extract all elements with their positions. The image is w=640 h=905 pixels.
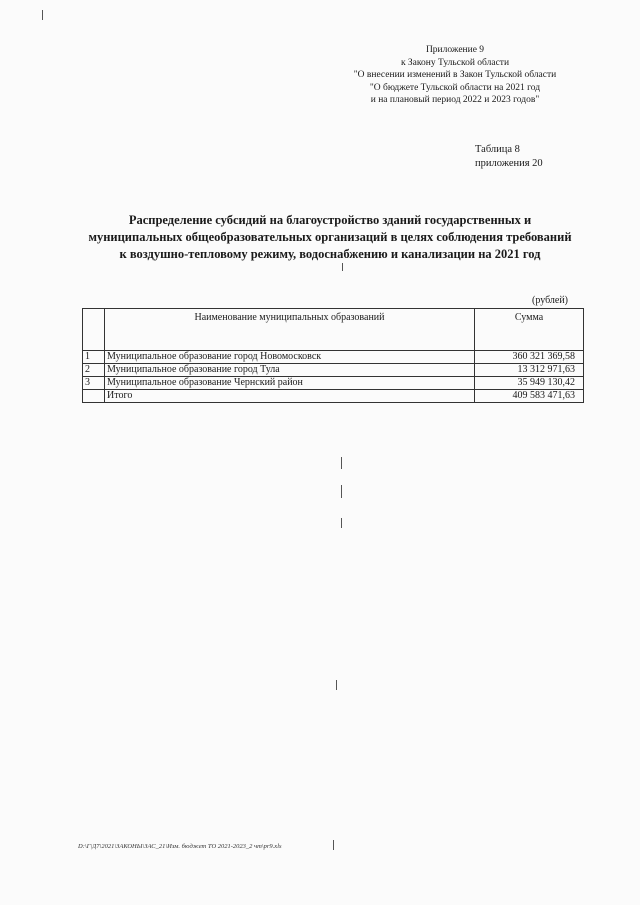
title-line-2: муниципальных общеобразовательных организаций в целях соблюдения требований <box>88 230 572 244</box>
header-num <box>83 309 105 351</box>
total-label: Итого <box>105 390 475 403</box>
appendix-line-1: Приложение 9 <box>425 45 485 55</box>
table-row <box>83 377 584 390</box>
scan-mark <box>341 485 342 498</box>
table-ref-line-1: Таблица 8 <box>475 144 520 155</box>
row-num: 3 <box>83 377 105 390</box>
header-sum: Сумма <box>475 309 584 351</box>
table-ref-line-2: приложения 20 <box>475 158 543 169</box>
subsidy-table <box>82 308 584 403</box>
total-sum: 409 583 471,63 <box>475 390 584 403</box>
appendix-line-5: и на плановый период 2022 и 2023 годов" <box>370 95 540 105</box>
row-num: 1 <box>83 351 105 364</box>
row-sum: 360 321 369,58 <box>475 351 584 364</box>
units-label: (рублей) <box>532 295 569 306</box>
title-line-3: к воздушно-тепловому режиму, водоснабжению и канализации на 2021 год <box>119 247 541 261</box>
row-num: 2 <box>83 364 105 377</box>
scan-mark <box>333 840 334 850</box>
appendix-header <box>330 44 580 107</box>
scan-mark <box>341 457 342 469</box>
row-sum: 13 312 971,63 <box>475 364 584 377</box>
row-name: Муниципальное образование город Новомосковск <box>105 351 475 364</box>
scan-mark <box>42 10 43 20</box>
table-reference <box>475 143 543 171</box>
table-header-row <box>83 309 584 351</box>
scan-mark <box>342 263 343 271</box>
table-row <box>83 364 584 377</box>
document-title <box>70 212 590 263</box>
scan-mark <box>341 518 342 528</box>
row-sum: 35 949 130,42 <box>475 377 584 390</box>
scan-mark <box>336 680 337 690</box>
row-name: Муниципальное образование Чернский район <box>105 377 475 390</box>
row-name: Муниципальное образование город Тула <box>105 364 475 377</box>
total-row <box>83 390 584 403</box>
file-path-footer: D:\Г\Д7\2021\ЗАКОНЫ\ЗАС_21\Изм. бюджет ТО 2021-2023_2 чт\pr9.xls <box>78 843 282 850</box>
header-name: Наименование муниципальных образований <box>105 309 475 351</box>
appendix-line-2: к Закону Тульской области <box>400 57 510 68</box>
title-line-1: Распределение субсидий на благоустройство зданий государственных и <box>128 213 532 227</box>
total-num <box>83 390 105 403</box>
appendix-line-3: "О внесении изменений в Закон Тульской области <box>353 70 557 80</box>
appendix-line-4: "О бюджете Тульской области на 2021 год <box>369 82 541 93</box>
table-row <box>83 351 584 364</box>
